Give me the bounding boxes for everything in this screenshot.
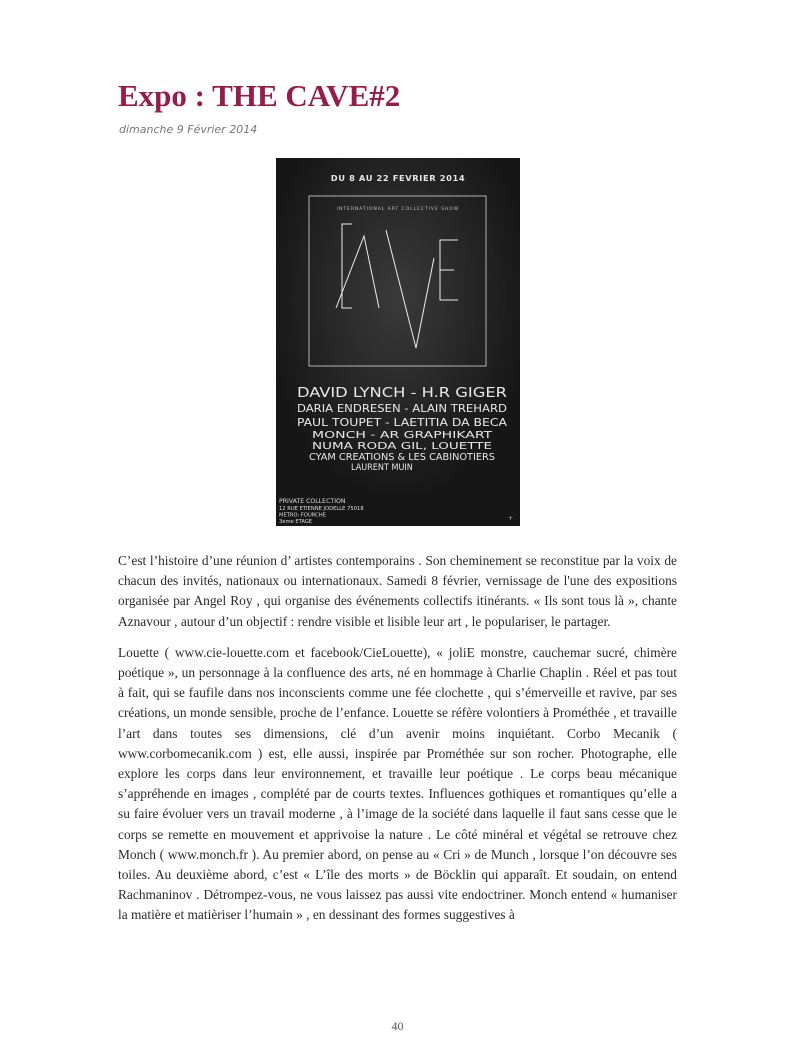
poster-subtitle: INTERNATIONAL ART COLLECTIVE SHOW bbox=[336, 207, 460, 212]
poster-artwork bbox=[276, 158, 520, 526]
poster-artist-line-4: MONCH - AR GRAPHIKART bbox=[312, 430, 493, 441]
paragraph-2: Louette ( www.cie-louette.com et facebook/CieLouette), « joliE monstre, cauchemar sucré, chimère poétique », un personnage à la confluence des arts, né en hommage à Charlie Chaplin . Réel et pas tout à fait, qui se faufile dans nos inconscients comme une fée clochette , qui s’émerveille et ravive, par ses créations, un monde sensible, proche de l’enfance. Louette se réfère volontiers à Prométhée , et travaille l’art dans toutes ses dimensions, clé d’un avenir moins inquiétant. Corbo Mecanik ( www.corbomecanik.com ) est, elle aussi, inspirée par Prométhée sur son rocher. Photographe, elle explore les corps dans leur environnement, et travaille leur poétique . Le corps beau mécanique s’appréhende en images , complété par de courts textes. Influences gothiques et romantiques qu’elle a su faire évoluer vers un travail moderne , à l’image de la société dans laquelle il faut sans cesse que le corps se remette en mouvement et apprivoise la nature . Le côté minéral et végétal se retrouve chez Monch ( www.monch.fr ). Au premier abord, on pense au « Cri » de Munch , lorsque l’on découvre ses toiles. Au deuxième abord, c’est « L’île des morts » de Böcklin qui apparaît. Et soudain, on entend Rachmaninov . Détrompez-vous, ne vous laissez pas aussi vite endoctriner. Monch entend « humaniser la matière et matièriser l’humain » , en dessinant des formes suggestives à bbox=[118, 644, 677, 923]
poster-venue-line-2: 12 RUE ETIENNE JODELLE 75018 bbox=[279, 506, 364, 512]
poster-artist-line-6: CYAM CREATIONS & LES CABINOTIERS bbox=[309, 452, 495, 463]
poster-artist-line-2: DARIA ENDRESEN - ALAIN TREHARD bbox=[297, 402, 508, 415]
poster-dates: DU 8 AU 22 FEVRIER 2014 bbox=[330, 173, 466, 183]
poster-artist-line-3: PAUL TOUPET - LAETITIA DA BECA bbox=[297, 416, 508, 429]
poster-artist-line-7: LAURENT MUIN bbox=[351, 463, 413, 473]
paragraph-1: C’est l’histoire d’une réunion d’ artistes contemporains . Son cheminement se reconstitue par la voix de chacun des invités, nationaux ou internationaux. Samedi 8 février, vernissage de l'une des expositions organisée par Angel Roy , qui organise des événements collectifs itinérants. « Ils sont tous là », chante Aznavour , autour d’un objectif : rendre visible et lisible leur art , le populariser, le partager. bbox=[118, 553, 677, 629]
poster-venue-line-4: 3eme ETAGE bbox=[279, 519, 313, 525]
article-body bbox=[118, 551, 677, 937]
exhibition-poster bbox=[276, 158, 520, 526]
poster-venue-line-1: PRIVATE COLLECTION bbox=[279, 498, 346, 505]
poster-venue-line-3: METRO: FOURCHE bbox=[279, 512, 326, 519]
article-title: Expo : THE CAVE#2 bbox=[118, 78, 401, 113]
article-date: dimanche 9 Février 2014 bbox=[119, 123, 258, 136]
poster-artist-line-5: NUMA RODA GIL, LOUETTE bbox=[312, 441, 493, 452]
poster-artist-line-1: DAVID LYNCH - H.R GIGER bbox=[297, 386, 507, 401]
page-number: 40 bbox=[391, 1019, 404, 1033]
poster-plus-mark: + bbox=[508, 515, 514, 522]
